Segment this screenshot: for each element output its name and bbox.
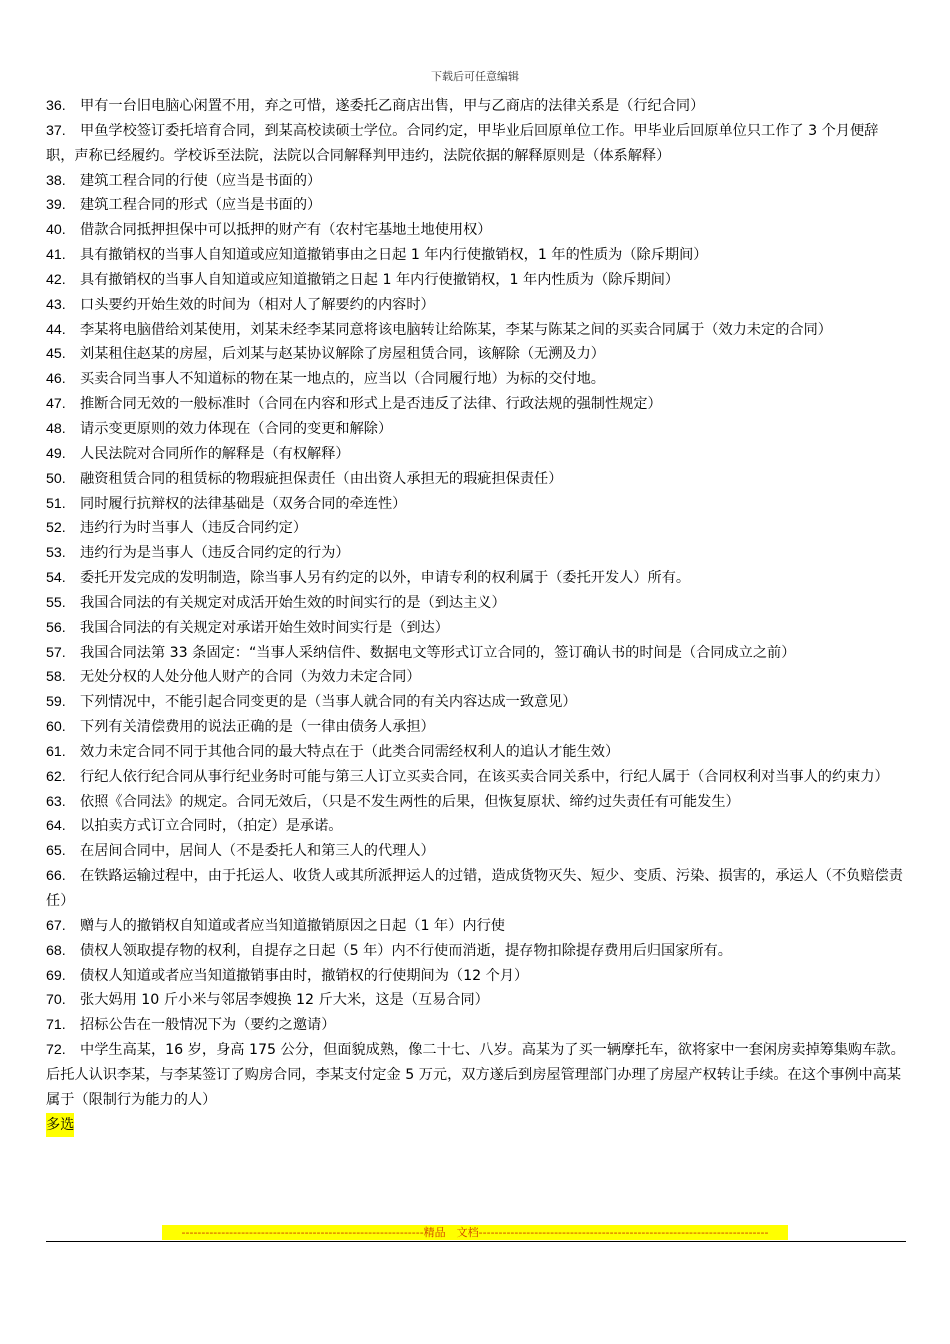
- item-text: 推断合同无效的一般标准时（合同在内容和形式上是否违反了法律、行政法规的强制性规定）: [80, 396, 662, 413]
- item-number: 43.: [46, 296, 66, 313]
- item-number: 67.: [46, 917, 66, 934]
- item-number: 59.: [46, 694, 66, 711]
- item-number: 48.: [46, 420, 66, 437]
- item-text: 建筑工程合同的形式（应当是书面的）: [80, 197, 322, 214]
- item-text: 建筑工程合同的行使（应当是书面的）: [80, 172, 322, 189]
- list-item: [46, 814, 906, 839]
- list-item: [46, 715, 906, 740]
- footer-divider: [46, 1241, 906, 1242]
- item-number: 62.: [46, 768, 66, 785]
- list-item: [46, 342, 906, 367]
- list-item: [46, 392, 906, 417]
- item-number: 41.: [46, 247, 66, 264]
- item-number: 64.: [46, 818, 66, 835]
- item-text: 赠与人的撤销权自知道或者应当知道撤销原因之日起（1 年）内行使: [80, 917, 505, 934]
- item-number: 42.: [46, 271, 66, 288]
- item-number: 63.: [46, 793, 66, 810]
- item-number: 54.: [46, 570, 66, 587]
- item-number: 72.: [46, 1042, 66, 1059]
- item-number: 40.: [46, 222, 66, 239]
- item-number: 58.: [46, 669, 66, 686]
- item-number: 44.: [46, 321, 66, 338]
- item-text: 债权人知道或者应当知道撤销事由时，撤销权的行使期间为（12 个月）: [80, 967, 529, 984]
- item-text: 甲鱼学校签订委托培育合同，到某高校读硕士学位。合同约定，甲毕业后回原单位工作。甲毕业后回原单位只工作了 3 个月便辞职，声称已经履约。学校诉至法院，法院以合同解释判甲违约，法院依据的解释原则是（体系解释）: [46, 122, 879, 164]
- item-number: 56.: [46, 619, 66, 636]
- item-number: 61.: [46, 743, 66, 760]
- item-text: 违约行为是当事人（违反合同约定的行为）: [80, 545, 350, 562]
- item-text: 借款合同抵押担保中可以抵押的财产有（农村宅基地土地使用权）: [80, 222, 492, 239]
- item-text: 依照《合同法》的规定。合同无效后，（只是不发生两性的后果，但恢复原状、缔约过失责任有可能发生）: [80, 793, 740, 810]
- item-text: 债权人领取提存物的权利，自提存之日起（5 年）内不行使而消逝，提存物扣除提存费用后归国家所有。: [80, 942, 732, 959]
- item-text: 请示变更原则的效力体现在（合同的变更和解除）: [80, 420, 393, 437]
- list-item: [46, 1013, 906, 1038]
- item-text: 张大妈用 10 斤小米与邻居李嫂换 12 斤大米，这是（互易合同）: [80, 992, 489, 1009]
- item-number: 38.: [46, 172, 66, 189]
- item-text: 李某将电脑借给刘某使用，刘某未经李某同意将该电脑转让给陈某，李某与陈某之间的买卖合同属于（效力未定的合同）: [80, 321, 832, 338]
- section-label: 多选: [46, 1113, 74, 1138]
- list-item: [46, 417, 906, 442]
- list-item: [46, 690, 906, 715]
- item-text: 融资租赁合同的租赁标的物瑕疵担保责任（由出资人承担无的瑕疵担保责任）: [80, 470, 563, 487]
- list-item: [46, 665, 906, 690]
- item-number: 45.: [46, 346, 66, 363]
- item-text: 我国合同法的有关规定对承诺开始生效时间实行是（到达）: [80, 619, 449, 636]
- list-item: [46, 839, 906, 864]
- item-text: 中学生高某，16 岁，身高 175 公分，但面貌成熟，像二十七、八岁。高某为了买一辆摩托车，欲将家中一套闲房卖掉筹集购车款。后托人认识李某，与李某签订了购房合同，李某支付定金 5 万元，双方遂后到房屋管理部门办理了房屋产权转让手续。在这个事例中高某属于（限制行为能力的人）: [46, 1042, 905, 1108]
- item-number: 51.: [46, 495, 66, 512]
- list-item: [46, 268, 906, 293]
- list-item: [46, 591, 906, 616]
- item-text: 违约行为时当事人（违反合同约定）: [80, 520, 308, 537]
- item-text: 在铁路运输过程中，由于托运人、收货人或其所派押运人的过错，造成货物灭失、短少、变质、污染、损害的，承运人（不负赔偿责任）: [46, 868, 903, 909]
- list-item: [46, 516, 906, 541]
- item-number: 70.: [46, 992, 66, 1009]
- list-item: [46, 94, 906, 119]
- item-number: 50.: [46, 470, 66, 487]
- item-number: 71.: [46, 1017, 66, 1034]
- item-number: 60.: [46, 719, 66, 736]
- list-item: [46, 1038, 906, 1113]
- list-item: [46, 193, 906, 218]
- item-text: 我国合同法的有关规定对成活开始生效的时间实行的是（到达主义）: [80, 594, 506, 611]
- item-number: 49.: [46, 445, 66, 462]
- list-item: [46, 641, 906, 666]
- list-item: [46, 218, 906, 243]
- item-text: 具有撤销权的当事人自知道或应知道撤销之日起 1 年内行使撤销权，1 年内性质为（除斥期间）: [80, 271, 680, 288]
- item-text: 效力未定合同不同于其他合同的最大特点在于（此类合同需经权利人的追认才能生效）: [80, 743, 620, 760]
- item-number: 57.: [46, 644, 66, 661]
- section-label-row: [46, 1113, 906, 1138]
- list-item: [46, 765, 906, 790]
- item-text: 行纪人依行纪合同从事行纪业务时可能与第三人订立买卖合同，在该买卖合同关系中，行纪人属于（合同权利对当事人的约束力）: [80, 768, 889, 785]
- item-number: 69.: [46, 967, 66, 984]
- item-text: 在居间合同中，居间人（不是委托人和第三人的代理人）: [80, 843, 435, 860]
- footer-banner: -------------------------------------------------------------精品 文档-------------------------------------------------------------------------: [162, 1225, 788, 1240]
- item-text: 委托开发完成的发明制造，除当事人另有约定的以外，申请专利的权利属于（委托开发人）所有。: [80, 570, 691, 587]
- item-number: 65.: [46, 843, 66, 860]
- list-item: [46, 367, 906, 392]
- list-item: [46, 467, 906, 492]
- item-text: 甲有一台旧电脑心闲置不用，弃之可惜，遂委托乙商店出售，甲与乙商店的法律关系是（行纪合同）: [80, 98, 705, 114]
- item-text: 同时履行抗辩权的法律基础是（双务合同的牵连性）: [80, 495, 407, 512]
- item-number: 46.: [46, 371, 66, 388]
- item-text: 刘某租住赵某的房屋，后刘某与赵某协议解除了房屋租赁合同，该解除（无溯及力）: [80, 346, 605, 363]
- list-item: [46, 169, 906, 194]
- item-text: 下列有关清偿费用的说法正确的是（一律由债务人承担）: [80, 719, 435, 736]
- item-number: 39.: [46, 197, 66, 214]
- item-number: 47.: [46, 396, 66, 413]
- item-text: 无处分权的人处分他人财产的合同（为效力未定合同）: [80, 669, 421, 686]
- item-text: 下列情况中，不能引起合同变更的是（当事人就合同的有关内容达成一致意见）: [80, 694, 577, 711]
- list-item: [46, 492, 906, 517]
- list-item: [46, 790, 906, 815]
- page-header: 下载后可任意编辑: [431, 70, 519, 83]
- item-number: 68.: [46, 942, 66, 959]
- list-item: [46, 318, 906, 343]
- question-list: [46, 94, 906, 1137]
- list-item: [46, 616, 906, 641]
- item-text: 具有撤销权的当事人自知道或应知道撤销事由之日起 1 年内行使撤销权，1 年的性质为（除斥期间）: [80, 247, 708, 264]
- list-item: [46, 541, 906, 566]
- item-number: 53.: [46, 545, 66, 562]
- item-number: 52.: [46, 520, 66, 537]
- list-item: [46, 864, 906, 914]
- item-text: 人民法院对合同所作的解释是（有权解释）: [80, 445, 350, 462]
- item-text: 买卖合同当事人不知道标的物在某一地点的，应当以（合同履行地）为标的交付地。: [80, 371, 605, 388]
- item-text: 我国合同法第 33 条固定：“当事人采纳信件、数据电文等形式订立合同的，签订确认书的时间是（合同成立之前）: [80, 644, 796, 661]
- list-item: [46, 914, 906, 939]
- item-number: 37.: [46, 122, 66, 139]
- list-item: [46, 964, 906, 989]
- list-item: [46, 119, 906, 169]
- item-number: 36.: [46, 98, 66, 114]
- list-item: [46, 939, 906, 964]
- list-item: [46, 566, 906, 591]
- item-number: 55.: [46, 594, 66, 611]
- list-item: [46, 442, 906, 467]
- item-text: 招标公告在一般情况下为（要约之邀请）: [80, 1017, 336, 1034]
- item-text: 以拍卖方式订立合同时，（拍定）是承诺。: [80, 818, 343, 835]
- list-item: [46, 293, 906, 318]
- list-item: [46, 740, 906, 765]
- list-item: [46, 243, 906, 268]
- item-number: 66.: [46, 868, 66, 885]
- list-item: [46, 988, 906, 1013]
- item-text: 口头要约开始生效的时间为（相对人了解要约的内容时）: [80, 296, 435, 313]
